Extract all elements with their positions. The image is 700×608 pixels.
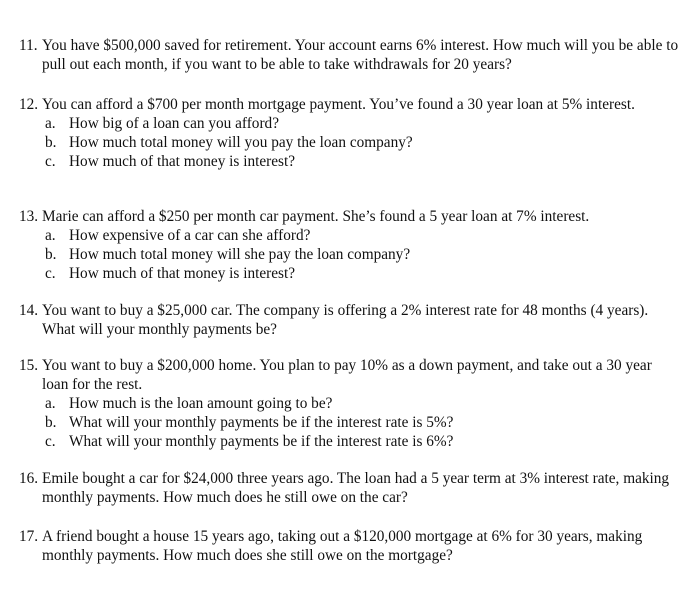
- question-number: 15.: [19, 357, 39, 374]
- sub-question-list: [19, 226, 679, 283]
- sub-question-letter: a.: [45, 227, 56, 244]
- question-text: A friend bought a house 15 years ago, taking out a $120,000 mortgage at 6% for 30 years, making monthly payments. How much does she still owe on the mortgage?: [42, 528, 643, 564]
- question-13: [19, 207, 679, 283]
- question-number: 14.: [19, 302, 39, 319]
- sub-question-letter: b.: [45, 246, 57, 263]
- question-text: You have $500,000 saved for retirement. Your account earns 6% interest. How much will you be able to pull out each month, if you want to be able to take withdrawals for 20 years?: [42, 37, 679, 73]
- sub-question: [19, 245, 679, 264]
- sub-question-letter: c.: [45, 433, 56, 450]
- sub-question-letter: c.: [45, 153, 56, 170]
- sub-question-text: What will your monthly payments be if the interest rate is 6%?: [69, 433, 454, 450]
- question-number: 17.: [19, 528, 39, 545]
- sub-question: [19, 114, 679, 133]
- sub-question-text: How much is the loan amount going to be?: [69, 395, 333, 412]
- question-text: Marie can afford a $250 per month car payment. She’s found a 5 year loan at 7% interest.: [42, 208, 590, 225]
- question-14: [19, 301, 679, 339]
- question-number: 16.: [19, 470, 39, 487]
- sub-question-text: How much total money will she pay the loan company?: [69, 246, 411, 263]
- question-number: 12.: [19, 96, 39, 113]
- sub-question-letter: b.: [45, 134, 57, 151]
- sub-question: [19, 264, 679, 283]
- sub-question-letter: a.: [45, 115, 56, 132]
- sub-question-letter: c.: [45, 265, 56, 282]
- sub-question: [19, 133, 679, 152]
- sub-question-text: How expensive of a car can she afford?: [69, 227, 311, 244]
- question-text: You want to buy a $25,000 car. The company is offering a 2% interest rate for 48 months (4 years). What will your monthly payments be?: [42, 302, 649, 338]
- sub-question: [19, 226, 679, 245]
- sub-question-text: How much of that money is interest?: [69, 265, 296, 282]
- sub-question: [19, 432, 679, 451]
- sub-question-text: How much of that money is interest?: [69, 153, 296, 170]
- sub-question-letter: b.: [45, 414, 57, 431]
- sub-question-list: [19, 114, 679, 171]
- sub-question-text: How big of a loan can you afford?: [69, 115, 279, 132]
- sub-question-text: What will your monthly payments be if the interest rate is 5%?: [69, 414, 454, 431]
- question-number: 11.: [19, 37, 38, 54]
- question-17: [19, 527, 679, 565]
- question-text: Emile bought a car for $24,000 three years ago. The loan had a 5 year term at 3% interest rate, making monthly payments. How much does he still owe on the car?: [42, 470, 670, 506]
- sub-question: [19, 394, 679, 413]
- sub-question: [19, 152, 679, 171]
- question-text: You can afford a $700 per month mortgage payment. You’ve found a 30 year loan at 5% interest.: [42, 96, 635, 113]
- question-number: 13.: [19, 208, 39, 225]
- question-16: [19, 469, 679, 507]
- sub-question-list: [19, 394, 679, 451]
- question-text: You want to buy a $200,000 home. You plan to pay 10% as a down payment, and take out a 30 year loan for the rest.: [42, 357, 652, 393]
- question-11: [19, 36, 679, 74]
- question-15: [19, 356, 679, 451]
- sub-question: [19, 413, 679, 432]
- sub-question-text: How much total money will you pay the loan company?: [69, 134, 413, 151]
- question-12: [19, 95, 679, 171]
- sub-question-letter: a.: [45, 395, 56, 412]
